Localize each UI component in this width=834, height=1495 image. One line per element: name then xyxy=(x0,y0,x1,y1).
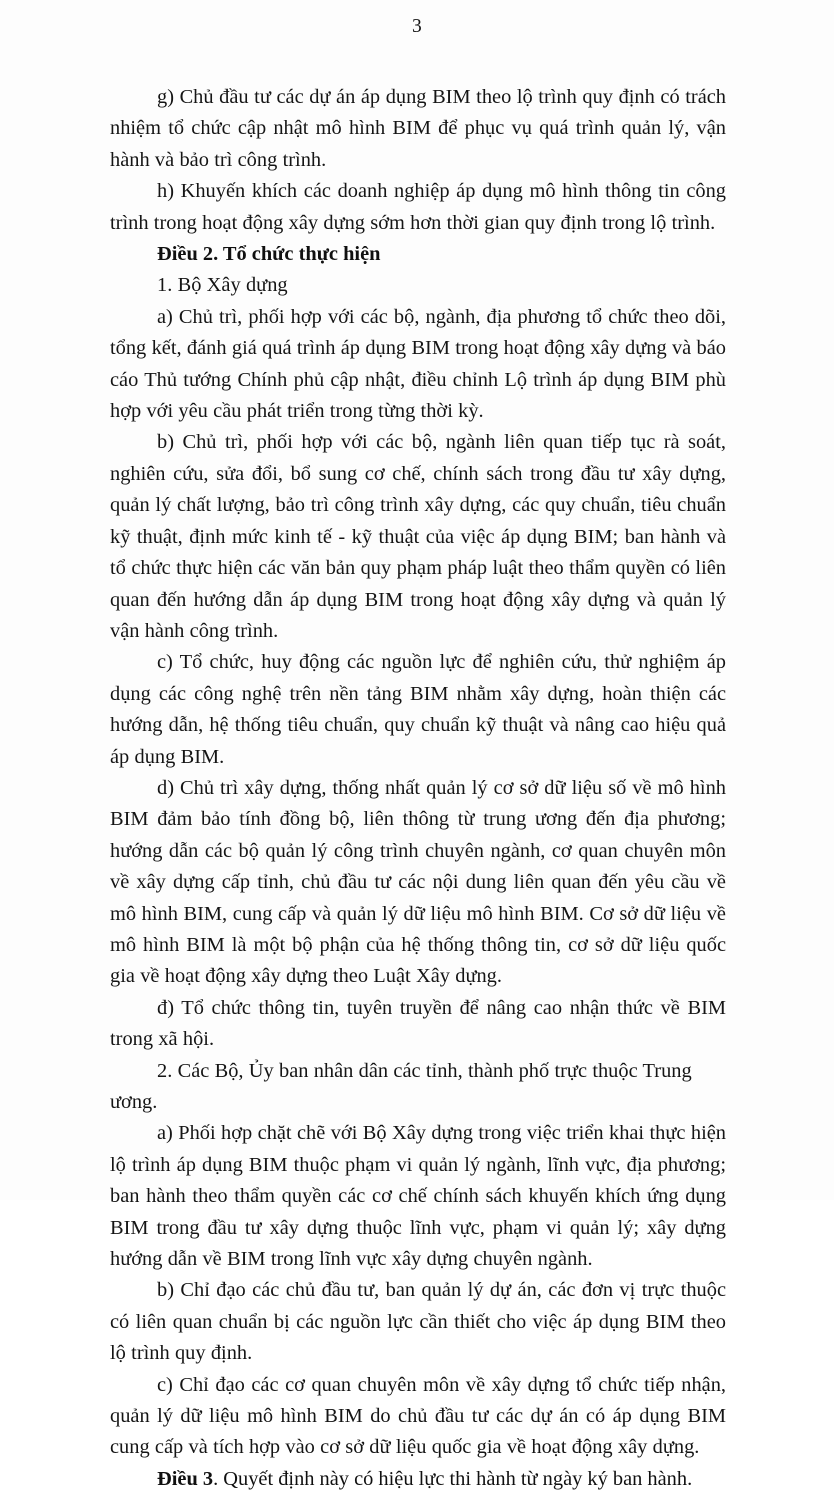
heading-dieu-3-rest: . Quyết định này có hiệu lực thi hành từ ngày ký ban hành. xyxy=(213,1467,693,1490)
paragraph-g: g) Chủ đầu tư các dự án áp dụng BIM theo lộ trình quy định có trách nhiệm tổ chức cập nhật mô hình BIM để phục vụ quá trình quản lý, vận hành và bảo trì công trình. xyxy=(110,86,726,171)
list-item-1: 1. Bộ Xây dựng xyxy=(157,274,288,297)
paragraph-1b: b) Chủ trì, phối hợp với các bộ, ngành liên quan tiếp tục rà soát, nghiên cứu, sửa đổi, bổ sung cơ chế, chính sách trong đầu tư xây dựng, quản lý chất lượng, bảo trì công trình xây dựng, các quy chuẩn, tiêu chuẩn kỹ thuật, định mức kinh tế - kỹ thuật của việc áp dụng BIM; ban hành và tổ chức thực hiện các văn bản quy phạm pháp luật theo thẩm quyền có liên quan đến hướng dẫn áp dụng BIM trong hoạt động xây dựng và quản lý vận hành công trình. xyxy=(110,431,726,642)
document-body xyxy=(110,82,726,1495)
page-number: 3 xyxy=(412,16,422,37)
paragraph-1d: d) Chủ trì xây dựng, thống nhất quản lý cơ sở dữ liệu số về mô hình BIM đảm bảo tính đồng bộ, liên thông từ trung ương đến địa phương; hướng dẫn các bộ quản lý công trình chuyên ngành, cơ quan chuyên môn về xây dựng cấp tỉnh, chủ đầu tư các nội dung liên quan đến yêu cầu về mô hình BIM, cung cấp và quản lý dữ liệu mô hình BIM. Cơ sở dữ liệu về mô hình BIM là một bộ phận của hệ thống thông tin, cơ sở dữ liệu quốc gia về hoạt động xây dựng theo Luật Xây dựng. xyxy=(110,776,726,988)
heading-dieu-2 xyxy=(110,239,726,270)
paragraph-2c: c) Chỉ đạo các cơ quan chuyên môn về xây dựng tổ chức tiếp nhận, quản lý dữ liệu mô hình BIM do chủ đầu tư các dự án có áp dụng BIM cung cấp và tích hợp vào cơ sở dữ liệu quốc gia về hoạt động xây dựng. xyxy=(110,1373,726,1459)
paragraph-h: h) Khuyến khích các doanh nghiệp áp dụng mô hình thông tin công trình trong hoạt động xây dựng sớm hơn thời gian quy định trong lộ trình. xyxy=(110,180,726,234)
heading-dieu-2-label: Điều 2. Tổ chức thực hiện xyxy=(157,243,381,266)
paragraph-1dd: đ) Tổ chức thông tin, tuyên truyền để nâng cao nhận thức về BIM trong xã hội. xyxy=(110,996,726,1051)
paragraph-2a: a) Phối hợp chặt chẽ với Bộ Xây dựng trong việc triển khai thực hiện lộ trình áp dụng BIM thuộc phạm vi quản lý ngành, lĩnh vực, địa phương; ban hành theo thẩm quyền các cơ chế chính sách khuyến khích ứng dụng BIM trong đầu tư xây dựng thuộc lĩnh vực, phạm vi quản lý; xây dựng hướng dẫn về BIM trong lĩnh vực xây dựng chuyên ngành. xyxy=(110,1122,726,1271)
paragraph-1c: c) Tổ chức, huy động các nguồn lực để nghiên cứu, thử nghiệm áp dụng các công nghệ trên nền tảng BIM nhằm xây dựng, hoàn thiện các hướng dẫn, hệ thống tiêu chuẩn, quy chuẩn kỹ thuật và nâng cao hiệu quả áp dụng BIM. xyxy=(110,651,726,768)
paragraph-2b: b) Chỉ đạo các chủ đầu tư, ban quản lý dự án, các đơn vị trực thuộc có liên quan chuẩn bị các nguồn lực cần thiết cho việc áp dụng BIM theo lộ trình quy định. xyxy=(110,1279,726,1365)
heading-dieu-3-label: Điều 3 xyxy=(157,1467,214,1490)
list-item-2: 2. Các Bộ, Ủy ban nhân dân các tỉnh, thành phố trực thuộc Trung ương. xyxy=(110,1059,692,1113)
paragraph-1a: a) Chủ trì, phối hợp với các bộ, ngành, địa phương tổ chức theo dõi, tổng kết, đánh giá quá trình áp dụng BIM trong hoạt động xây dựng và báo cáo Thủ tướng Chính phủ cập nhật, điều chỉnh Lộ trình áp dụng BIM phù hợp với yêu cầu phát triển trong từng thời kỳ. xyxy=(110,305,726,423)
heading-dieu-3 xyxy=(110,1464,726,1495)
